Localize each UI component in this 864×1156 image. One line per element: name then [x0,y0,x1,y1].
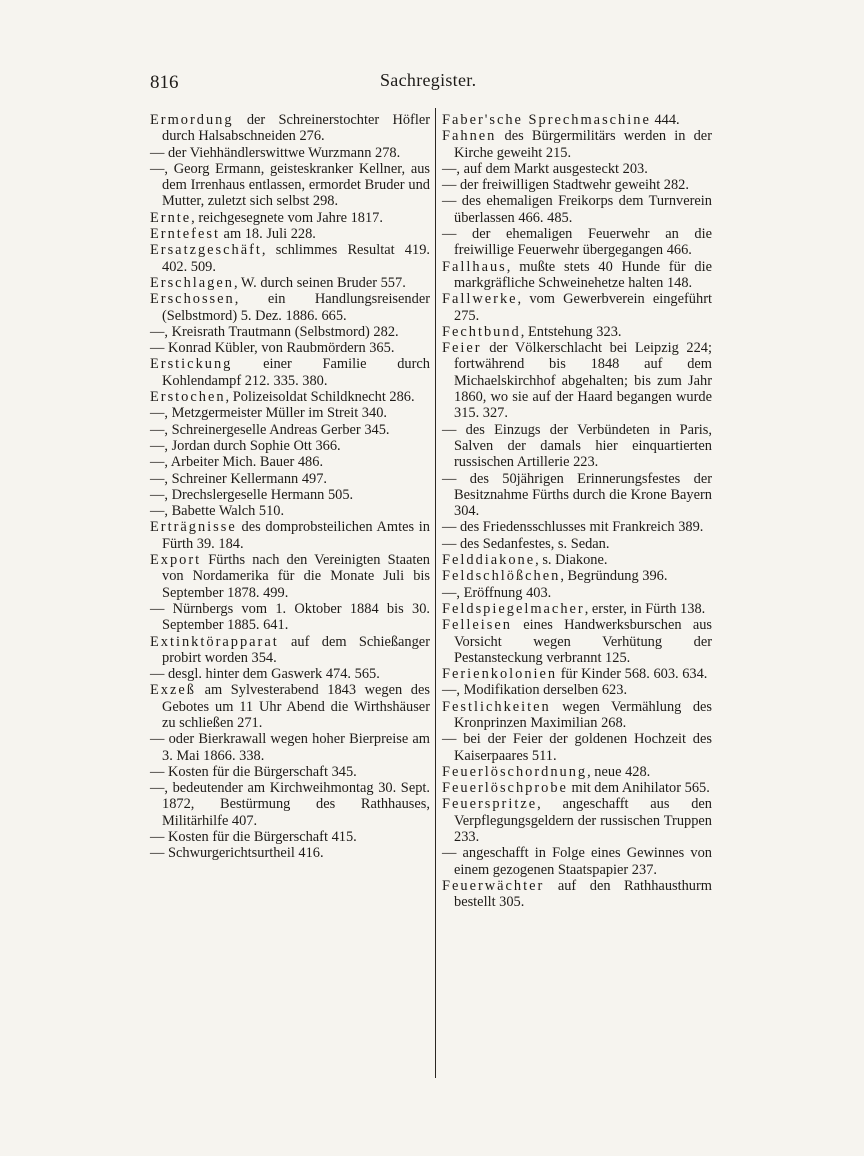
index-entry [150,601,430,634]
index-keyword: Feldschlößchen [442,568,561,585]
index-entry [150,503,430,519]
index-text: wegen Vermählung des Kronprinzen Maximilian 268. [454,698,712,731]
index-keyword: Festlichkeiten [442,698,551,715]
index-entry [150,145,430,161]
index-entry [150,519,430,552]
index-text: — Kosten für die Bürgerschaft 415. [150,829,357,846]
index-entry [442,796,712,845]
index-text: der Schreinerstochter Höfler durch Halsabschneiden 276. [162,112,430,145]
index-entry [442,552,712,568]
index-text: , Polizeisoldat Schildknecht 286. [225,389,415,406]
index-entry [442,585,712,601]
index-text: , vom Gewerbverein eingeführt 275. [454,291,712,324]
index-entry [150,405,430,421]
index-keyword: Feier [442,340,482,357]
index-entry [150,634,430,667]
index-entry [150,731,430,764]
index-entry [150,845,430,861]
left-column [150,112,430,862]
index-text: — der freiwilligen Stadtwehr geweiht 282. [442,177,689,194]
index-text: — der Viehhändlerswittwe Wurzmann 278. [150,144,401,161]
index-entry [442,471,712,520]
index-entry [442,601,712,617]
index-text: der Völkerschlacht bei Leipzig 224; fortwährend bis 1848 auf dem Michaelskirchhof abgehalten; bis zum Jahr 1860, wo sie auf der Haard begangen wurde 315. 327. [454,340,712,422]
index-entry [442,422,712,471]
index-text: , mußte stets 40 Hunde für die markgräfliche Schweinehetze halten 148. [454,258,712,291]
index-text: — bei der Feier der goldenen Hochzeit des Kaiserpaares 511. [442,731,712,764]
index-entry [442,764,712,780]
index-entry [150,112,430,145]
index-entry [150,161,430,210]
index-text: —, Schreinergeselle Andreas Gerber 345. [150,421,390,438]
index-keyword: Feuerlöschordnung [442,763,588,780]
index-text: —, Drechslergeselle Hermann 505. [150,486,354,503]
index-text: —, Babette Walch 510. [150,503,285,520]
index-text: des Bürgermilitärs werden in der Kirche geweiht 215. [454,128,712,161]
index-text: — Kosten für die Bürgerschaft 345. [150,763,357,780]
index-text: auf dem Schießanger probirt worden 354. [162,633,430,666]
index-keyword: Fallhaus [442,258,507,275]
index-text: —, Modifikation derselben 623. [442,682,628,699]
index-text: 444. [650,112,680,128]
index-keyword: Ermordung [150,112,234,128]
index-entry [442,340,712,421]
index-keyword: Fallwerke [442,291,518,308]
index-text: — Schwurgerichtsurtheil 416. [150,845,324,862]
index-entry [150,666,430,682]
index-text: —, auf dem Markt ausgesteckt 203. [442,160,648,177]
index-keyword: Erschlagen [150,274,234,291]
index-text: — des ehemaligen Freikorps dem Turnverein überlassen 466. 485. [442,193,712,226]
index-text: — des Friedensschlusses mit Frankreich 389. [442,519,704,536]
index-text: , ein Handlungsreisender (Selbstmord) 5. Dez. 1886. 665. [162,291,430,324]
index-text: — Konrad Kübler, von Raubmördern 365. [150,340,395,357]
column-divider [435,108,436,1078]
index-entry [442,259,712,292]
index-entry [150,210,430,226]
index-entry [442,666,712,682]
index-text: —, bedeutender am Kirchweihmontag 30. Sept. 1872, Bestürmung des Rathhauses, Militärhilfe 407. [150,780,430,829]
index-entry [150,291,430,324]
index-keyword: Felleisen [442,617,512,634]
index-text: , reichgesegnete vom Jahre 1817. [191,209,383,226]
index-keyword: Erstochen [150,389,226,406]
index-entry [442,193,712,226]
index-text: einer Familie durch Kohlendampf 212. 335. 380. [162,356,430,389]
index-text: am Sylvesterabend 1843 wegen des Gebotes um 11 Uhr Abend die Wirthshäuser zu schließen 271. [162,682,430,731]
index-keyword: Export [150,552,202,569]
page-number: 816 [150,72,179,93]
index-entry [442,161,712,177]
index-text: des domprobsteilichen Amtes in Fürth 39. 184. [162,519,430,552]
index-entry [150,454,430,470]
index-entry [442,112,712,128]
index-text: —, Georg Ermann, geisteskranker Kellner, aus dem Irrenhaus entlassen, ermordet Bruder und Mutter, zuletzt sich selbst 298. [150,160,430,210]
index-entry [442,291,712,324]
index-keyword: Feuerlöschprobe [442,780,568,797]
index-entry [150,487,430,503]
index-entry [150,389,430,405]
index-keyword: Feuerspritze [442,796,538,813]
index-keyword: Exzeß [150,682,196,699]
index-entry [442,536,712,552]
right-column [442,112,712,911]
index-text: —, Eröffnung 403. [442,584,552,601]
index-text: —, Arbeiter Mich. Bauer 486. [150,454,324,471]
index-entry [150,324,430,340]
index-text: , neue 428. [587,763,651,780]
index-text: — angeschafft in Folge eines Gewinnes von einem gezogenen Staatspapier 237. [442,845,712,878]
index-text: Fürths nach den Vereinigten Staaten von Nordamerika für die Monate Juli bis September 1878. 499. [162,552,430,601]
index-entry [150,438,430,454]
index-text: , angeschafft aus den Verpflegungsgeldern der russischen Truppen 233. [454,796,712,846]
index-keyword: Feuerwächter [442,877,545,894]
running-head: Sachregister. [380,70,477,90]
index-entry [442,568,712,584]
index-text: für Kinder 568. 603. 634. [557,666,708,683]
index-entry [150,275,430,291]
index-entry [442,177,712,193]
index-text: , erster, in Fürth 138. [584,600,706,617]
index-keyword: Extinktörapparat [150,633,279,650]
index-keyword: Ernte [150,209,192,226]
index-entry [150,422,430,438]
index-entry [150,780,430,829]
index-entry [150,242,430,275]
index-text: —, Kreisrath Trautmann (Selbstmord) 282. [150,323,399,340]
index-text: , schlimmes Resultat 419. 402. 509. [162,242,430,275]
index-entry [150,764,430,780]
index-keyword: Erntefest [150,226,220,243]
index-entry [150,682,430,731]
index-text: — oder Bierkrawall wegen hoher Bierpreise am 3. Mai 1866. 338. [150,731,430,764]
index-entry [442,699,712,732]
index-text: auf den Rathhausthurm bestellt 305. [454,877,712,911]
index-text: — des Sedanfestes, s. Sedan. [442,535,610,552]
index-keyword: Ersatzgeschäft [150,242,262,259]
index-entry [442,682,712,698]
index-entry [150,829,430,845]
index-text: , s. Diakone. [535,552,608,569]
index-entry [150,340,430,356]
index-keyword: Felddiakone [442,552,536,569]
index-text: , Entstehung 323. [520,323,622,340]
index-entry [442,780,712,796]
index-text: , Begründung 396. [560,568,668,585]
index-entry [442,845,712,878]
index-entry [442,617,712,666]
index-entry [442,226,712,259]
index-keyword: Feldspiegelmacher [442,600,585,617]
index-text: — des 50jährigen Erinnerungsfestes der Besitznahme Fürths durch die Krone Bayern 304. [442,470,712,520]
index-text: — desgl. hinter dem Gaswerk 474. 565. [150,666,380,683]
index-text: , W. durch seinen Bruder 557. [233,274,406,291]
index-entry [442,324,712,340]
index-text: —, Schreiner Kellermann 497. [150,470,328,487]
index-text: —, Metzgermeister Müller im Streit 340. [150,405,387,422]
index-entry [150,471,430,487]
index-entry [150,552,430,601]
index-text: —, Jordan durch Sophie Ott 366. [150,437,341,454]
index-keyword: Fechtbund [442,323,521,340]
index-keyword: Faber'sche Sprechmaschine [442,112,651,128]
index-entry [442,878,712,911]
index-entry [150,226,430,242]
index-text: — Nürnbergs vom 1. Oktober 1884 bis 30. September 1885. 641. [150,600,430,634]
index-text: eines Handwerksburschen aus Vorsicht wegen Verhütung der Pestansteckung verbrannt 125. [454,617,712,666]
index-keyword: Erschossen [150,291,235,308]
index-text: — des Einzugs der Verbündeten in Paris, Salven der damals hier einquartierten russischen Artillerie 223. [442,421,712,471]
index-text: — der ehemaligen Feuerwehr an die freiwillige Feuerwehr übergegangen 466. [442,226,712,259]
index-keyword: Erträgnisse [150,519,237,536]
index-entry [442,519,712,535]
index-entry [150,356,430,389]
index-keyword: Erstickung [150,356,233,373]
index-entry [442,731,712,764]
index-keyword: Fahnen [442,128,497,145]
index-entry [442,128,712,161]
index-text: mit dem Anihilator 565. [567,780,710,797]
index-text: am 18. Juli 228. [219,226,316,243]
index-keyword: Ferienkolonien [442,666,558,683]
